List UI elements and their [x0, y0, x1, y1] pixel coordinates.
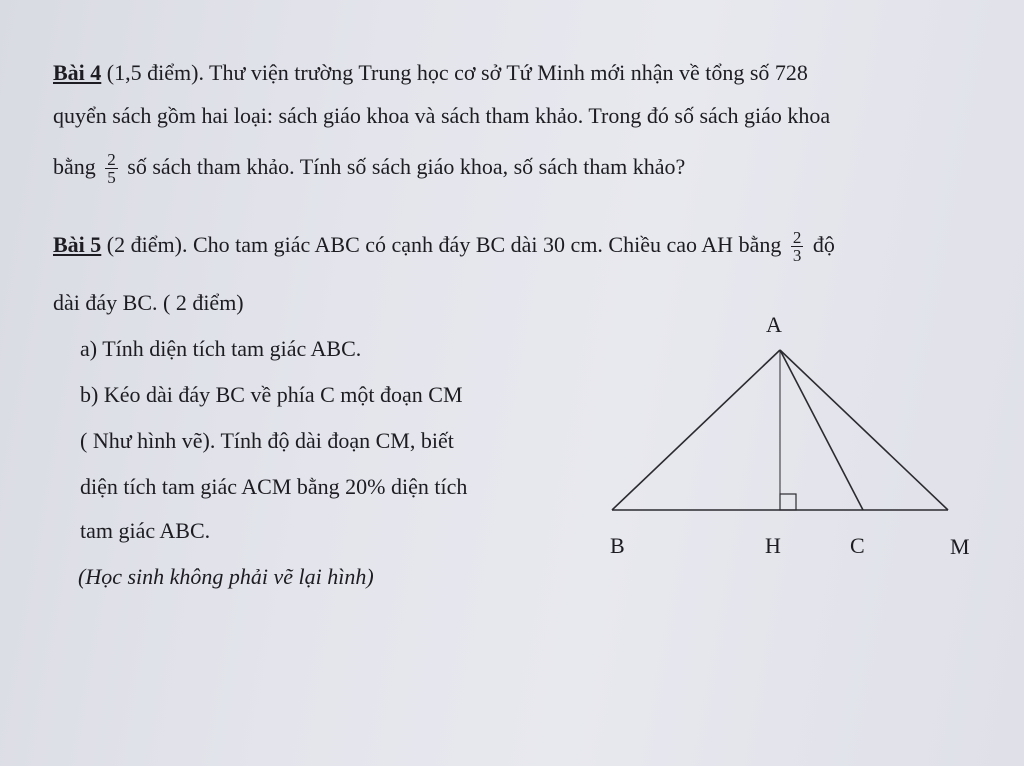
bai4-line-3 [53, 145, 685, 189]
label-m: M [950, 534, 970, 559]
bai5-title: Bài 5 [53, 232, 102, 257]
bai5-line1-text: (2 điểm). Cho tam giác ABC có cạnh đáy BC dài 30 cm. Chiều cao AH bằng [101, 232, 782, 257]
right-angle-mark [780, 494, 796, 510]
triangle-figure [590, 300, 990, 570]
label-b: B [610, 533, 625, 558]
bai4-line-2: quyển sách gồm hai loại: sách giáo khoa và sách tham khảo. Trong đó số sách giáo khoa [53, 103, 831, 128]
bai4-line3-after: số sách tham khảo. Tính số sách giáo khoa, số sách tham khảo? [127, 154, 686, 179]
fraction-numerator: 2 [792, 228, 802, 248]
fraction-denominator: 5 [107, 168, 116, 188]
bai5-part-b-line-4: tam giác ABC. [80, 518, 211, 543]
bai5-part-a: a) Tính diện tích tam giác ABC. [80, 336, 362, 361]
bai5-line-2: dài đáy BC. ( 2 điểm) [53, 290, 244, 315]
fraction-two-thirds [791, 229, 804, 264]
bai5-part-b-line-2: ( Như hình vẽ). Tính độ dài đoạn CM, biết [80, 428, 454, 453]
bai4-line3-before: bằng [53, 154, 96, 179]
label-c: C [850, 533, 865, 558]
bai5-note: (Học sinh không phải vẽ lại hình) [78, 564, 374, 589]
bai4-line-1 [53, 60, 808, 86]
bai4-line1-text: (1,5 điểm). Thư viện trường Trung học cơ sở Tứ Minh mới nhận về tổng số 728 [101, 60, 808, 85]
fraction-two-fifths [105, 151, 118, 186]
label-h: H [765, 533, 781, 558]
bai5-part-b-line-3: diện tích tam giác ACM bằng 20% diện tích [80, 474, 468, 499]
fraction-denominator: 3 [792, 246, 802, 266]
segment-am [780, 350, 948, 510]
label-a: A [766, 312, 782, 337]
segment-ac [780, 350, 863, 510]
bai5-line1-end: độ [812, 232, 835, 257]
bai5-line-1 [53, 220, 835, 270]
bai5-part-b-line-1: b) Kéo dài đáy BC về phía C một đoạn CM [80, 382, 463, 407]
bai4-title: Bài 4 [53, 60, 102, 85]
segment-ab [612, 350, 780, 510]
fraction-numerator: 2 [107, 150, 116, 170]
